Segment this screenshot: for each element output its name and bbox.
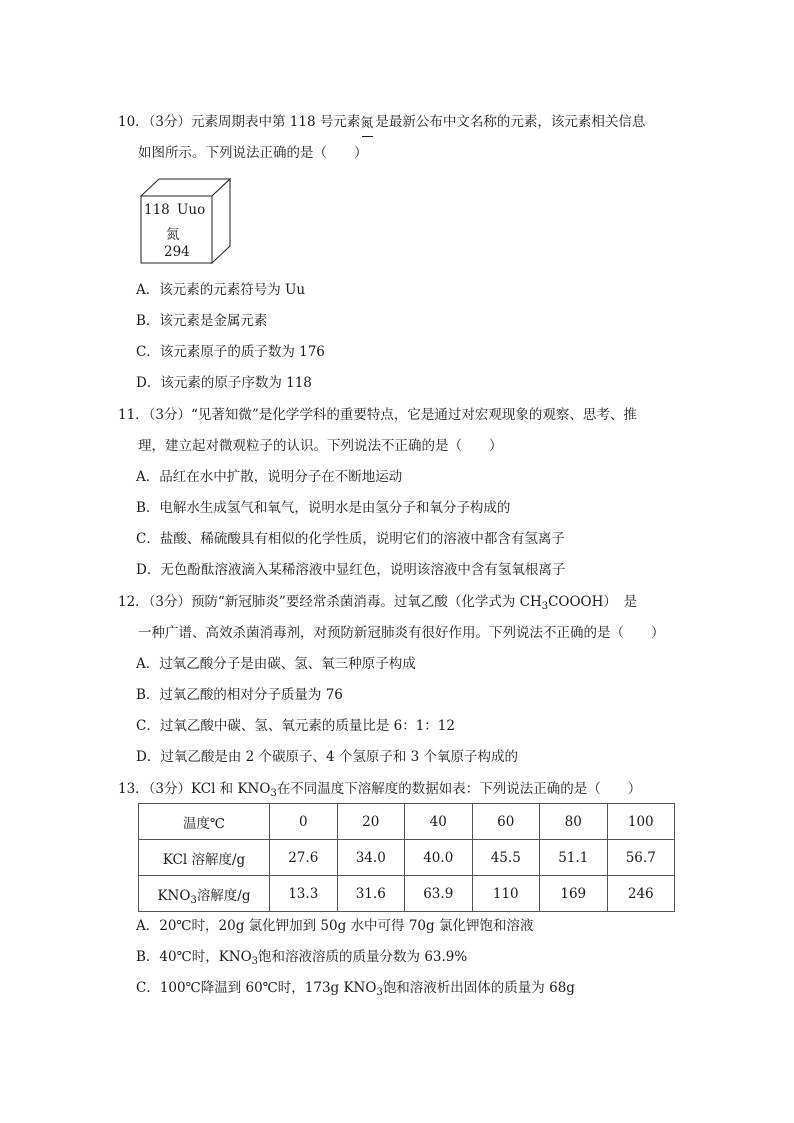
element-name: 氮 [166, 227, 180, 243]
table-cell: 80 [540, 804, 608, 840]
solubility-table [138, 803, 675, 912]
table-cell: 56.7 [607, 840, 675, 876]
q12-option-a: A．过氧乙酸分子是由碳、氢、氧三种原子构成 [136, 656, 416, 672]
q11-stem-line2: 理，建立起对微观粒子的认识。下列说法不正确的是（ ） [138, 438, 503, 454]
atomic-number: 118 [144, 202, 170, 218]
q12-stem-line1: 12．（3分）预防“新冠肺炎”要经常杀菌消毒。过氧乙酸（化学式为 $CH_3COOOH$） 是 [118, 594, 638, 612]
q12-option-d: D．过氧乙酸是由 2 个碳原子、4 个氢原子和 3 个氧原子构成的 [136, 749, 519, 765]
table-row-kcl [139, 840, 675, 876]
table-cell: 20 [337, 804, 405, 840]
q11-stem-line1: 11．（3分）“见著知微”是化学学科的重要特点，它是通过对宏观现象的观察、思考、推 [118, 407, 637, 423]
element-card-cube [140, 178, 232, 264]
table-cell: 169 [540, 876, 608, 912]
table-cell: 40.0 [405, 840, 473, 876]
table-cell: 40 [405, 804, 473, 840]
q13-option-b: B．40℃时，$KNO_3$饱和溶液溶质的质量分数为 63.9% [136, 949, 468, 967]
q10-option-a: A．该元素的元素符号为 Uu [136, 282, 306, 298]
element-symbol: Uuo [177, 202, 206, 218]
q12-option-c: C．过氧乙酸中碳、氢、氧元素的质量比是 6：1：12 [136, 718, 455, 734]
table-cell: 110 [472, 876, 540, 912]
table-cell: 45.5 [472, 840, 540, 876]
table-cell: 51.1 [540, 840, 608, 876]
q10-option-c: C．该元素原子的质子数为 176 [136, 344, 325, 360]
q13-stem-line1: 13．（3分）KCl 和 $KNO_3$在不同温度下溶解度的数据如表：下列说法正确的是（ ） [118, 781, 642, 799]
q12-stem-line2: 一种广谱、高效杀菌消毒剂，对预防新冠肺炎有很好作用。下列说法不正确的是（ ） [138, 625, 665, 641]
q11-option-b: B．电解水生成氢气和氧气，说明水是由氢分子和氧分子构成的 [136, 500, 511, 516]
table-cell: 27.6 [270, 840, 338, 876]
q13-option-c: C．100℃降温到 60℃时，173g $KNO_3$饱和溶液析出固体的质量为 68g [136, 980, 575, 998]
table-cell: 63.9 [405, 876, 473, 912]
table-cell: 60 [472, 804, 540, 840]
q10-stem-line1: 10．（3分）元素周期表中第 118 号元素 氮 是最新公布中文名称的元素，该元素相关信息 [118, 112, 645, 132]
table-cell: 34.0 [337, 840, 405, 876]
q13-option-a: A．20℃时，20g 氯化钾加到 50g 水中可得 70g 氯化钾饱和溶液 [136, 918, 534, 934]
table-row-kno3 [139, 876, 675, 912]
atomic-mass: 294 [164, 244, 190, 260]
q11-option-c: C．盐酸、稀硫酸具有相似的化学性质，说明它们的溶液中都含有氢离子 [136, 531, 565, 547]
q11-option-d: D．无色酚酞溶液滴入某稀溶液中显红色，说明该溶液中含有氢氧根离子 [136, 562, 566, 578]
table-cell: 246 [607, 876, 675, 912]
table-cell: 13.3 [270, 876, 338, 912]
q10-stem-line2: 如图所示。下列说法正确的是（ ） [138, 145, 368, 161]
table-cell: 100 [607, 804, 675, 840]
q10-option-b: B．该元素是金属元素 [136, 313, 268, 329]
table-cell: 温度℃ [139, 804, 270, 840]
q12-option-b: B．过氧乙酸的相对分子质量为 76 [136, 687, 343, 703]
q11-option-a: A．品红在水中扩散，说明分子在不断地运动 [136, 469, 403, 485]
table-cell: KCl 溶解度/g [139, 840, 270, 876]
table-cell: 0 [270, 804, 338, 840]
table-cell: $KNO_3$溶解度/g [139, 876, 270, 912]
table-cell: 31.6 [337, 876, 405, 912]
q10-option-d: D．该元素的原子序数为 118 [136, 375, 312, 391]
table-row-temperature [139, 804, 675, 840]
